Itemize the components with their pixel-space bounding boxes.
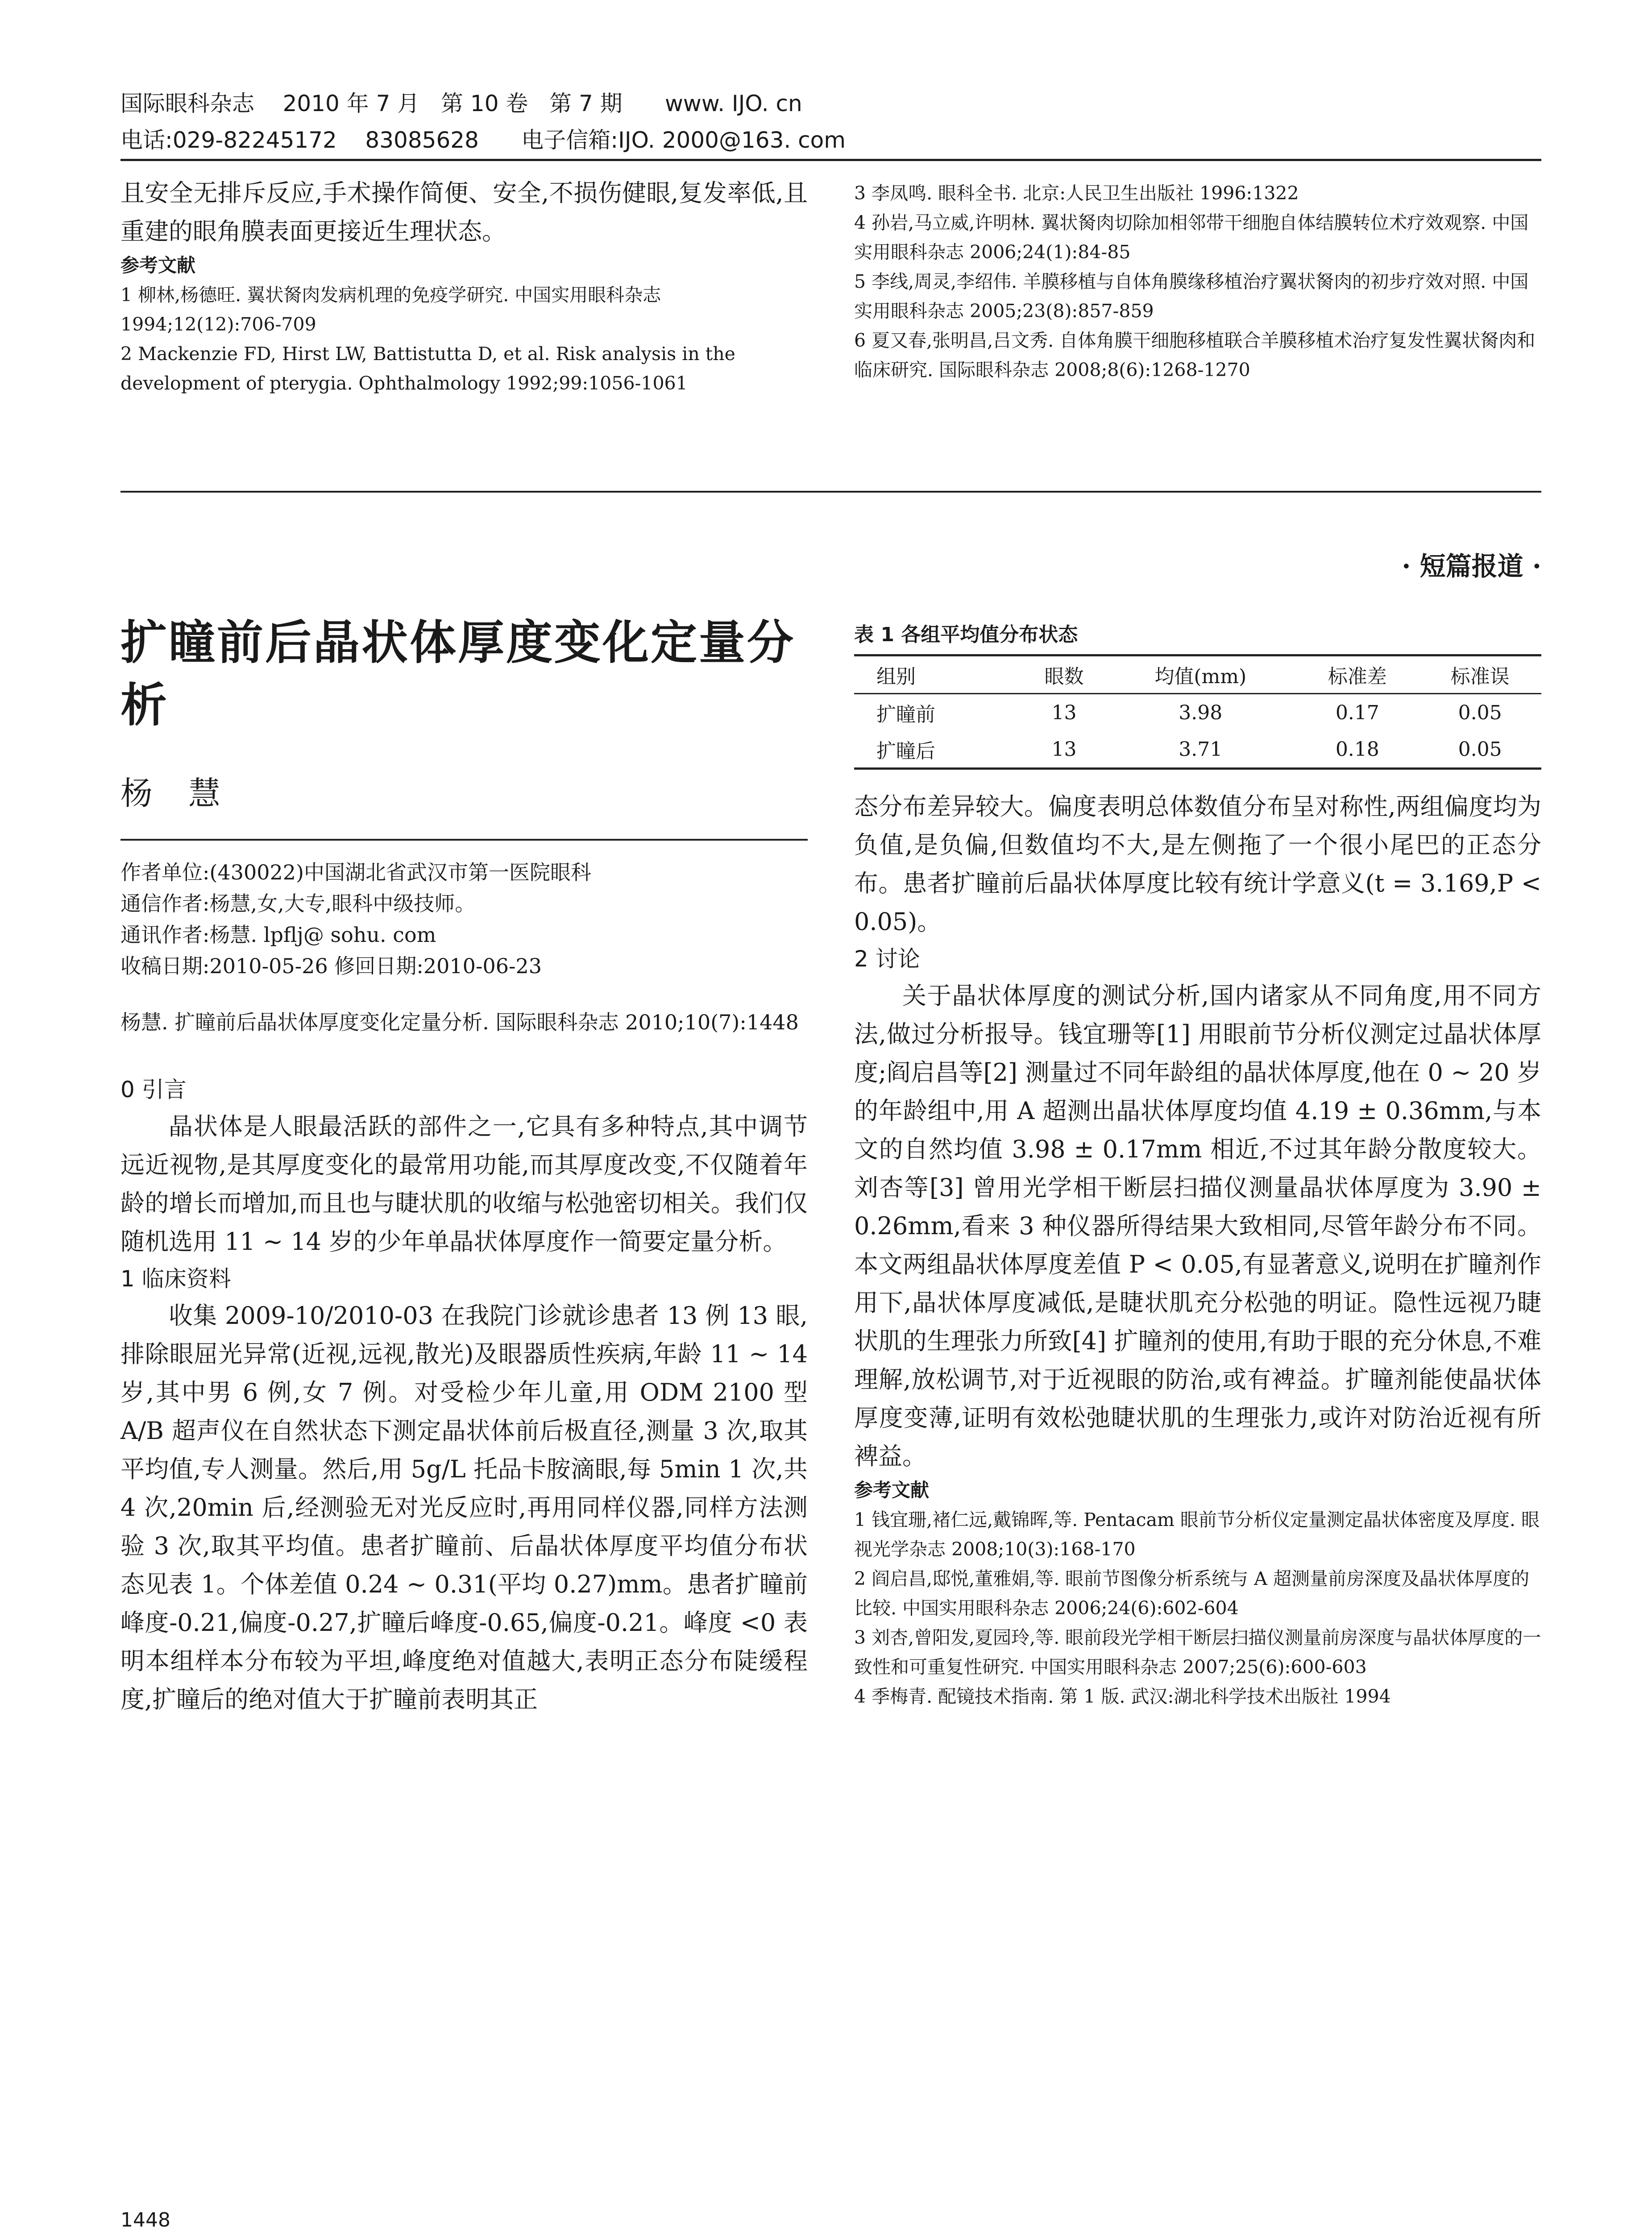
section-heading: 1 临床资料	[120, 1266, 231, 1292]
table-cell: 扩瞳前	[876, 703, 935, 726]
article-right-column	[854, 618, 1541, 1711]
article-separator-rule	[120, 491, 1541, 493]
prev-article-left-column	[120, 174, 808, 398]
reference-item: 3 李凤鸣. 眼科全书. 北京:人民卫生出版社 1996:1322	[854, 182, 1299, 204]
table-row	[854, 731, 1541, 767]
reference-item: 3 刘杏,曾阳发,夏园玲,等. 眼前段光学相干断层扫描仪测量前房深度与晶状体厚度的一致性和可重复性研究. 中国实用眼科杂志 2007;25(6):600-603	[854, 1627, 1541, 1678]
table-cell: 3.98	[1179, 701, 1223, 724]
table-row	[854, 694, 1541, 731]
table-cell: 0.05	[1458, 738, 1502, 761]
section-heading: 0 引言	[120, 1077, 187, 1103]
reference-item: 4 季梅青. 配镜技术指南. 第 1 版. 武汉:湖北科学技术出版社 1994	[854, 1686, 1391, 1707]
section-body-continued: 态分布差异较大。偏度表明总体数值分布呈对称性,两组偏度均为负值,是负偏,但数值均不大,是左侧拖了一个很小尾巴的正态分布。患者扩瞳前后晶状体厚度比较有统计学意义(t = 3.169,P < 0.05)。	[854, 792, 1541, 936]
reference-item: 1 柳林,杨德旺. 翼状胬肉发病机理的免疫学研究. 中国实用眼科杂志 1994;12(12):706-709	[120, 284, 661, 335]
contact-email: 通讯作者:杨慧. lpflj@ sohu. com	[120, 923, 436, 947]
journal-header-line2: 电话:029-82245172 83085628 电子信箱:IJO. 2000@163. com	[120, 127, 846, 153]
citation: 杨慧. 扩瞳前后晶状体厚度变化定量分析. 国际眼科杂志 2010;10(7):1448	[120, 1010, 799, 1034]
table-header-cell: 标准误	[1450, 665, 1510, 688]
journal-header-line1: 国际眼科杂志 2010 年 7 月 第 10 卷 第 7 期 www. IJO. cn	[120, 91, 802, 116]
table-cell: 0.05	[1458, 701, 1502, 724]
reference-item: 1 钱宜珊,褚仁远,戴锦晖,等. Pentacam 眼前节分析仪定量测定晶状体密度及厚度. 眼视光学杂志 2008;10(3):168-170	[854, 1509, 1540, 1560]
refs-heading: 参考文献	[854, 1479, 930, 1501]
reference-item: 4 孙岩,马立威,许明林. 翼状胬肉切除加相邻带干细胞自体结膜转位术疗效观察. 中国实用眼科杂志 2006;24(1):84-85	[854, 212, 1529, 263]
article-author: 杨慧	[120, 775, 257, 812]
reference-item: 6 夏又春,张明昌,吕文秀. 自体角膜干细胞移植联合羊膜移植术治疗复发性翼状胬肉和临床研究. 国际眼科杂志 2008;8(6):1268-1270	[854, 330, 1536, 381]
header-rule	[120, 159, 1541, 161]
author-rule	[120, 839, 808, 841]
reference-item: 2 阎启昌,邸悦,董雅娟,等. 眼前节图像分析系统与 A 超测量前房深度及晶状体厚度的比较. 中国实用眼科杂志 2006;24(6):602-604	[854, 1568, 1529, 1619]
prev-article-text: 且安全无排斥反应,手术操作简便、安全,不损伤健眼,复发率低,且重建的眼角膜表面更接近生理状态。	[120, 179, 808, 245]
page-number: 1448	[120, 2209, 170, 2231]
table-header-cell: 眼数	[1044, 665, 1084, 688]
table-cell: 扩瞳后	[876, 740, 935, 763]
reference-item: 5 李线,周灵,李绍伟. 羊膜移植与自体角膜缘移植治疗翼状胬肉的初步疗效对照. 中国实用眼科杂志 2005;23(8):857-859	[854, 271, 1529, 322]
article-left-column	[120, 611, 808, 1719]
section-body: 关于晶状体厚度的测试分析,国内诸家从不同角度,用不同方法,做过分析报导。钱宜珊等[1] 用眼前节分析仪测定过晶状体厚度;阎启昌等[2] 测量过不同年龄组的晶状体厚度,他在 0 ~ 20 岁的年龄组中,用 A 超测出晶状体厚度均值 4.19 ± 0.36mm,与本文的自然均值 3.98 ± 0.17mm 相近,不过其年龄分散度较大。刘杏等[3] 曾用光学相干断层扫描仪测量晶状体厚度为 3.90 ± 0.26mm,看来 3 种仪器所得结果大致相同,尽管年龄分布不同。本文两组晶状体厚度差值 P < 0.05,有显著意义,说明在扩瞳剂作用下,晶状体厚度减低,是睫状肌充分松弛的明证。隐性远视乃睫状肌的生理张力所致[4] 扩瞳剂的使用,有助于眼的充分休息,不难理解,放松调节,对于近视眼的防治,或有裨益。扩瞳剂能使晶状体厚度变薄,证明有效松弛睫状肌的生理张力,或许对防治近视有所裨益。	[854, 982, 1541, 1470]
prev-article-right-column	[854, 178, 1541, 385]
section-body: 收集 2009-10/2010-03 在我院门诊就诊患者 13 例 13 眼,排除眼屈光异常(近视,远视,散光)及眼器质性疾病,年龄 11 ~ 14 岁,其中男 6 例,女 7 例。对受检少年儿童,用 ODM 2100 型 A/B 超声仪在自然状态下测定晶状体前后极直径,测量 3 次,取其平均值,专人测量。然后,用 5g/L 托品卡胺滴眼,每 5min 1 次,共 4 次,20min 后,经测验无对光反应时,再用同样仪器,同样方法测验 3 次,取其平均值。患者扩瞳前、后晶状体厚度平均值分布状态见表 1。个体差值 0.24 ~ 0.31(平均 0.27)mm。患者扩瞳前峰度-0.21,偏度-0.27,扩瞳后峰度-0.65,偏度-0.21。峰度 <0 表明本组样本分布较为平坦,峰度绝对值越大,表明正态分布陡缓程度,扩瞳后的绝对值大于扩瞳前表明其正	[120, 1302, 808, 1713]
reference-item: 2 Mackenzie FD, Hirst LW, Battistutta D, et al. Risk analysis in the development of pterygia. Ophthalmology 1992;99:1056-1061	[120, 343, 735, 394]
table-cell: 13	[1051, 701, 1077, 724]
table-header-row	[854, 656, 1541, 694]
table-header-cell: 组别	[876, 665, 916, 688]
dates: 收稿日期:2010-05-26 修回日期:2010-06-23	[120, 954, 542, 978]
section-heading: 2 讨论	[854, 946, 920, 972]
article-title: 扩瞳前后晶状体厚度变化定量分析	[120, 615, 796, 732]
table-cell: 3.71	[1179, 738, 1223, 761]
table-cell: 0.18	[1335, 738, 1379, 761]
table-bottom-rule	[854, 767, 1541, 770]
prev-refs-heading: 参考文献	[120, 254, 196, 276]
table-cell: 13	[1051, 738, 1077, 761]
data-table	[854, 656, 1541, 767]
table-caption: 表 1 各组平均值分布状态	[854, 623, 1078, 646]
section-tag: · 短篇报道 ·	[1402, 551, 1541, 581]
corresponding-author: 通信作者:杨慧,女,大专,眼科中级技师。	[120, 892, 476, 916]
section-body: 晶状体是人眼最活跃的部件之一,它具有多种特点,其中调节远近视物,是其厚度变化的最常用功能,而其厚度改变,不仅随着年龄的增长而增加,而且也与睫状肌的收缩与松弛密切相关。我们仅随机选用 11 ~ 14 岁的少年单晶状体厚度作一简要定量分析。	[120, 1112, 808, 1256]
table-header-cell: 均值(mm)	[1154, 665, 1247, 688]
table-header-cell: 标准差	[1328, 665, 1387, 688]
table-cell: 0.17	[1335, 701, 1379, 724]
affiliation: 作者单位:(430022)中国湖北省武汉市第一医院眼科	[120, 860, 591, 884]
